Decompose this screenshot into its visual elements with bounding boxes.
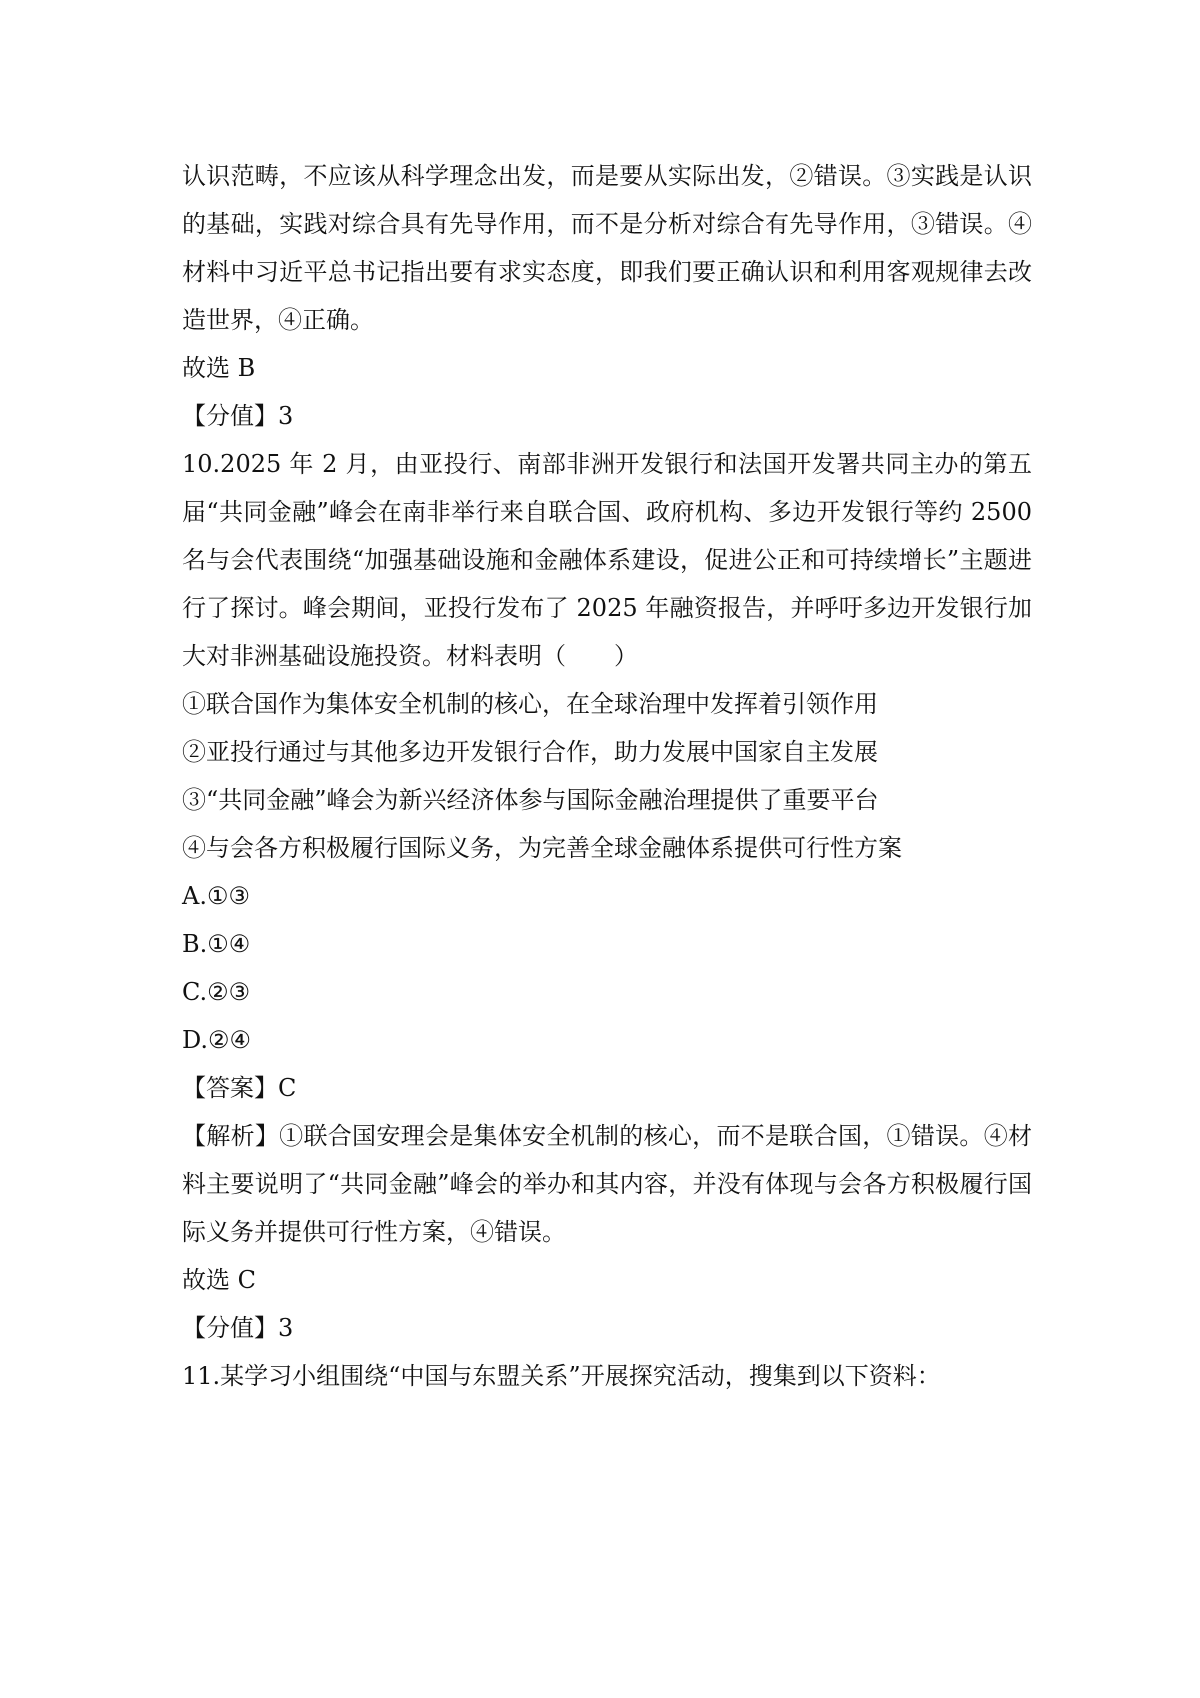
- question-11-stem: 11.某学习小组围绕“中国与东盟关系”开展探究活动，搜集到以下资料：: [182, 1362, 941, 1390]
- question-10-statement: ①联合国作为集体安全机制的核心，在全球治理中发挥着引领作用: [182, 690, 878, 718]
- previous-choice: 故选 B: [182, 354, 256, 382]
- previous-score: 【分值】3: [182, 402, 294, 430]
- question-10-statement: ②亚投行通过与其他多边开发银行合作，助力发展中国家自主发展: [182, 738, 878, 766]
- question-10-statement: ③“共同金融”峰会为新兴经济体参与国际金融治理提供了重要平台: [182, 786, 879, 814]
- question-10-option-b: B.①④: [182, 930, 251, 958]
- previous-analysis-text: 认识范畴，不应该从科学理念出发，而是要从实际出发，②错误。③实践是认识的基础，实践对综合具有先导作用，而不是分析对综合有先导作用，③错误。④材料中习近平总书记指出要有求实态度，即我们要正确认识和利用客观规律去改造世界，④正确。: [182, 162, 1032, 334]
- question-10-choice: 故选 C: [182, 1266, 256, 1294]
- question-10-option-c: C.②③: [182, 978, 251, 1006]
- question-10-option-a: A.①③: [182, 882, 250, 910]
- question-10-analysis: 【解析】①联合国安理会是集体安全机制的核心，而不是联合国，①错误。④材料主要说明了“共同金融”峰会的举办和其内容，并没有体现与会各方积极履行国际义务并提供可行性方案，④错误。: [182, 1122, 1032, 1246]
- question-10-option-d: D.②④: [182, 1026, 252, 1054]
- question-10-stem: 10.2025 年 2 月，由亚投行、南部非洲开发银行和法国开发署共同主办的第五届“共同金融”峰会在南非举行来自联合国、政府机构、多边开发银行等约 2500 名与会代表围绕“加强基础设施和金融体系建设，促进公正和可持续增长”主题进行了探讨。峰会期间，亚投行发布了 2025 年融资报告，并呼吁多边开发银行加大对非洲基础设施投资。材料表明（ ）: [182, 450, 1032, 670]
- question-10-statement: ④与会各方积极履行国际义务，为完善全球金融体系提供可行性方案: [182, 834, 902, 862]
- page-content: [182, 152, 1032, 1400]
- question-10-score: 【分值】3: [182, 1314, 294, 1342]
- question-10-answer: 【答案】C: [182, 1074, 297, 1102]
